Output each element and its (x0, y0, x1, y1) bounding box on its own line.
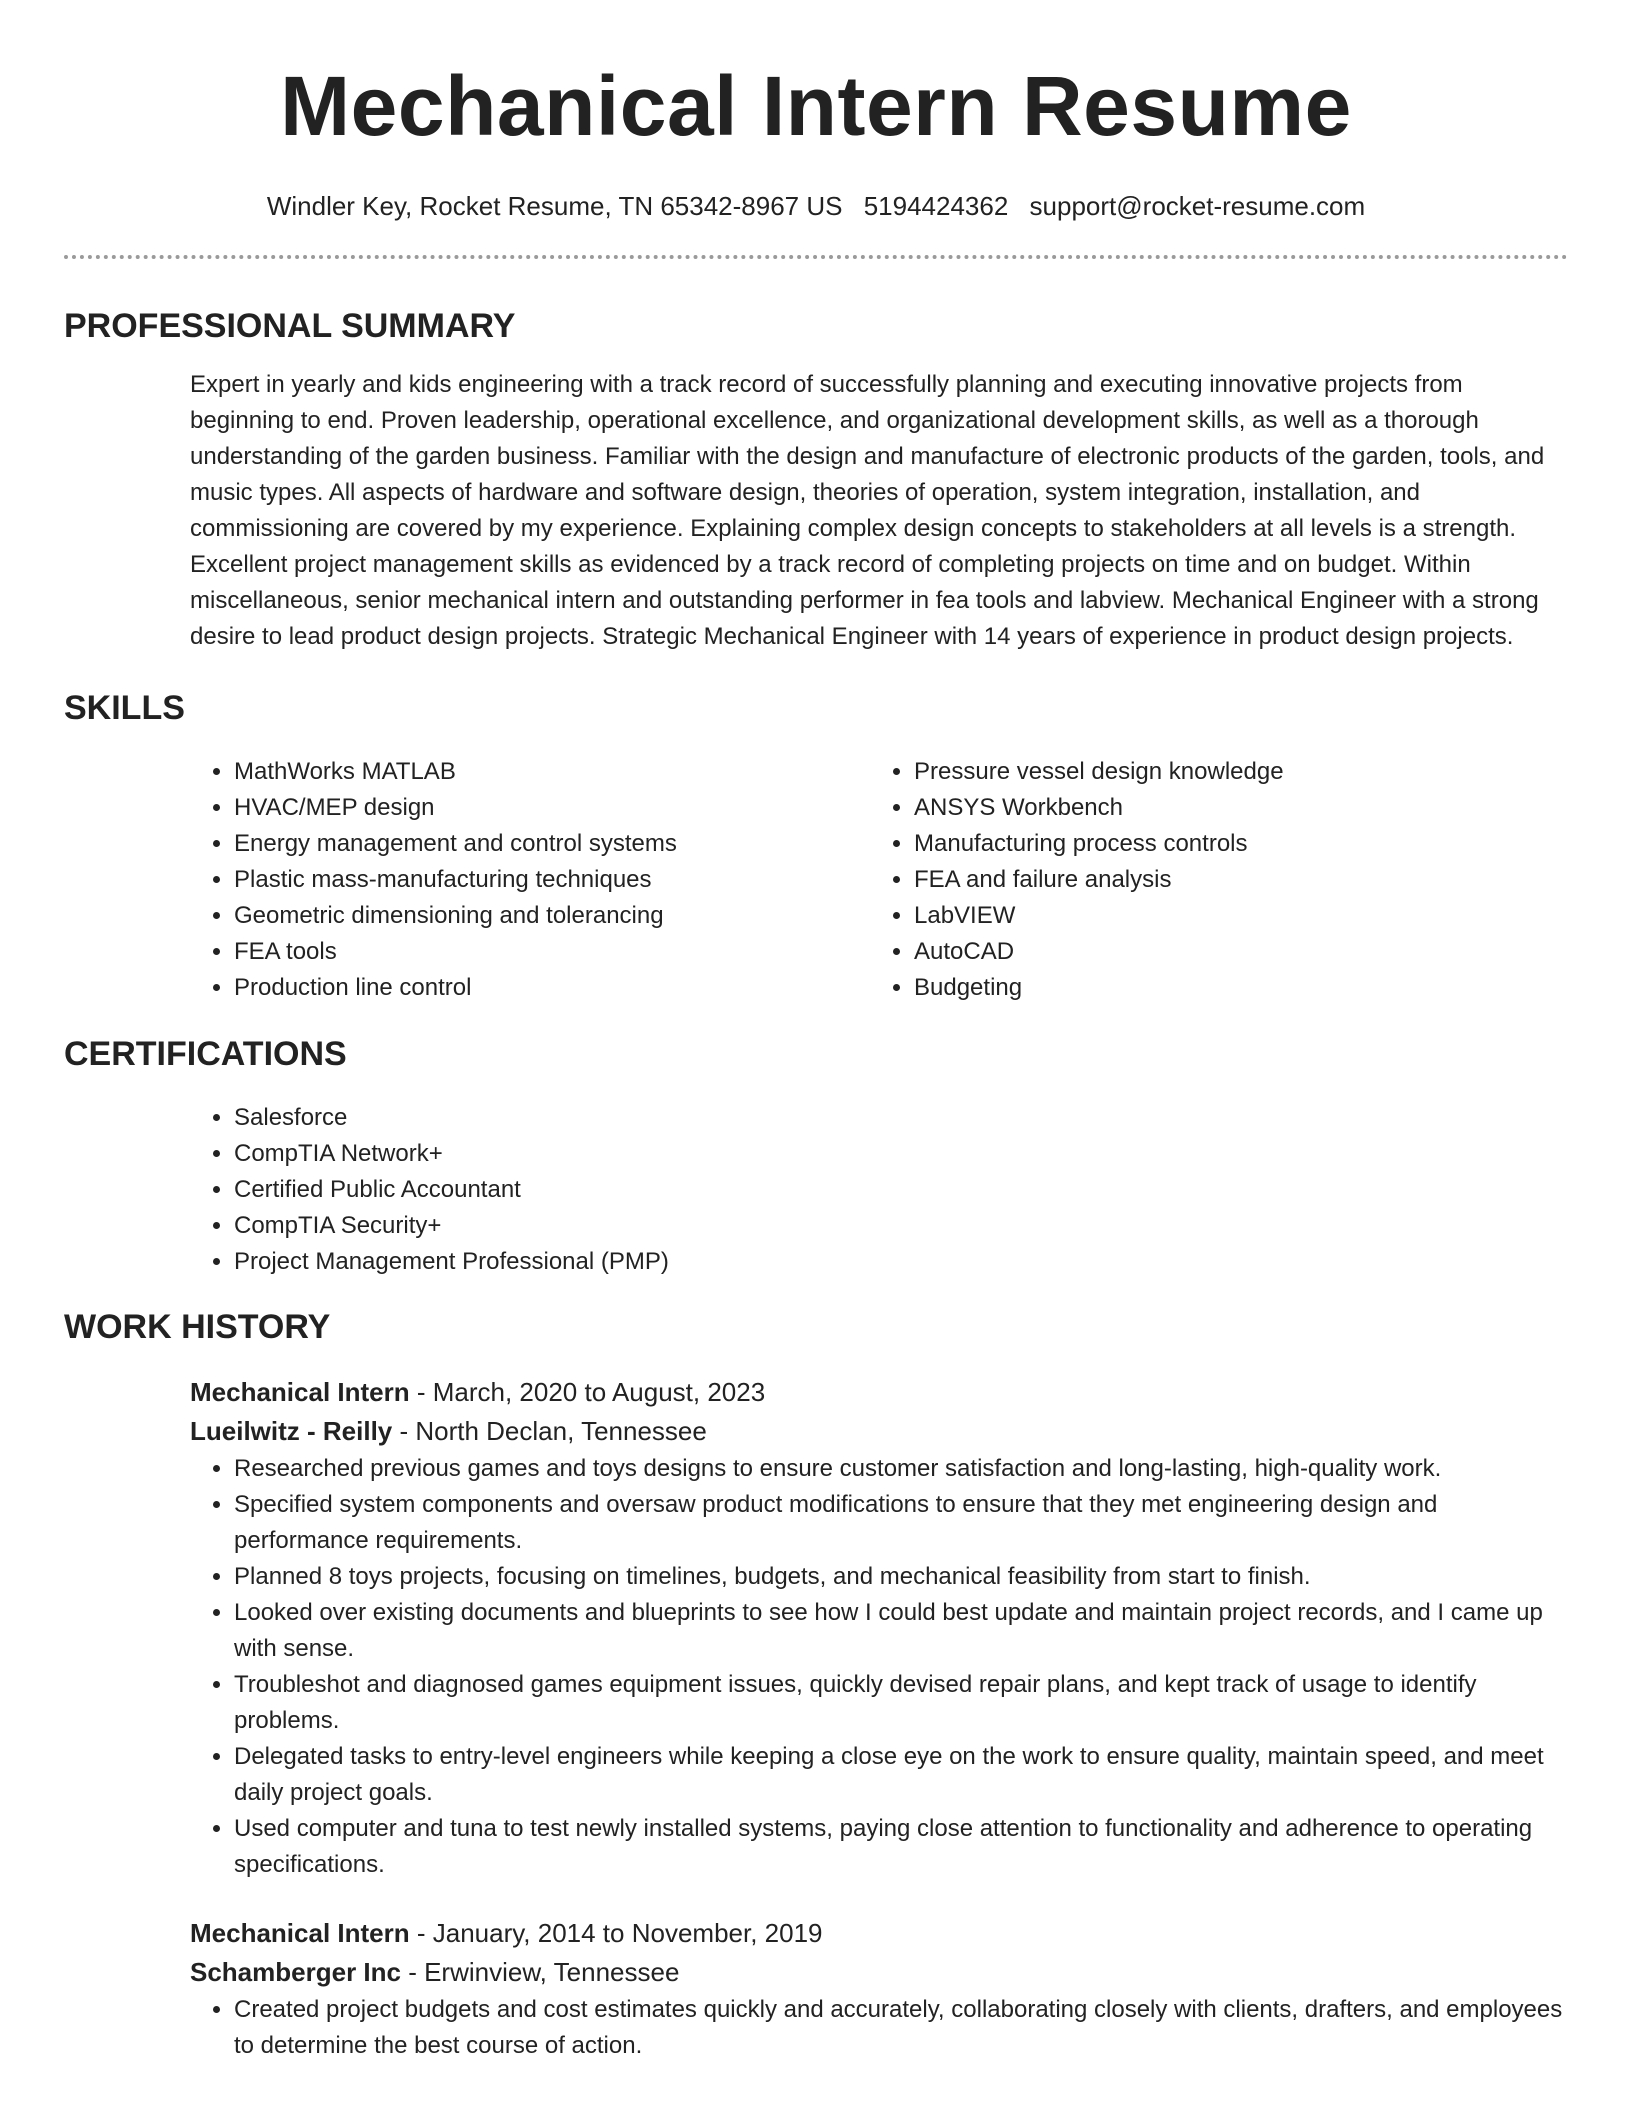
job-duty-item: • Looked over existing documents and blueprints to see how I could best update and maintain project records, and I came up with sense. (234, 1595, 1568, 1667)
skill-item: • FEA and failure analysis (914, 862, 1550, 898)
job-duty-item: • Delegated tasks to entry-level engineers while keeping a close eye on the work to ensure quality, maintain speed, and meet daily project goals. (234, 1739, 1568, 1811)
skills-left-column (190, 754, 870, 1006)
skill-item: • Production line control (234, 970, 870, 1006)
resume-title: Mechanical Intern Resume (280, 59, 1352, 153)
skills-right-column (870, 754, 1550, 1006)
job-duty-item: • Planned 8 toys projects, focusing on timelines, budgets, and mechanical feasibility from start to finish. (234, 1559, 1568, 1595)
job-company-line (190, 1953, 1568, 1992)
contact-line (64, 190, 1568, 222)
certification-item: • CompTIA Security+ (234, 1208, 1568, 1244)
job-title-line (190, 1914, 1568, 1953)
header-divider (64, 255, 1568, 259)
skill-item: • Manufacturing process controls (914, 826, 1550, 862)
resume-page (64, 0, 1568, 2064)
skills-heading: SKILLS (64, 689, 185, 727)
job-duty-item: • Specified system components and oversaw product modifications to ensure that they met engineering design and performance requirements. (234, 1487, 1568, 1559)
job-company: Schamberger Inc (190, 1957, 401, 1987)
skill-item: • LabVIEW (914, 898, 1550, 934)
certification-item: • Project Management Professional (PMP) (234, 1244, 1568, 1280)
skill-item: • Geometric dimensioning and tolerancing (234, 898, 870, 934)
certification-item: • Certified Public Accountant (234, 1172, 1568, 1208)
skill-item: • Energy management and control systems (234, 826, 870, 862)
contact-address: Windler Key, Rocket Resume, TN 65342-8967 US (266, 191, 843, 221)
job-company-line (190, 1412, 1568, 1451)
job-duty-item: • Researched previous games and toys designs to ensure customer satisfaction and long-lasting, high-quality work. (234, 1451, 1568, 1487)
certification-item: • CompTIA Network+ (234, 1136, 1568, 1172)
job-duty-item: • Troubleshot and diagnosed games equipment issues, quickly devised repair plans, and kept track of usage to identify problems. (234, 1667, 1568, 1739)
certifications-heading: CERTIFICATIONS (64, 1035, 347, 1073)
job-company: Lueilwitz - Reilly (190, 1416, 393, 1446)
job-title-line (190, 1373, 1568, 1412)
certifications-list (190, 1100, 1568, 1280)
job-title: Mechanical Intern (190, 1918, 410, 1948)
skill-item: • Pressure vessel design knowledge (914, 754, 1550, 790)
job-duties (190, 1451, 1568, 1883)
job-duty-item: • Used computer and tuna to test newly installed systems, paying close attention to functionality and adherence to operating specifications. (234, 1811, 1568, 1883)
job-location: - North Declan, Tennessee (392, 1416, 707, 1446)
contact-email: support@rocket-resume.com (1029, 191, 1366, 221)
job-duties (190, 1992, 1568, 2064)
skill-item: • Budgeting (914, 970, 1550, 1006)
skill-item: • MathWorks MATLAB (234, 754, 870, 790)
skill-item: • HVAC/MEP design (234, 790, 870, 826)
job-dates: - March, 2020 to August, 2023 (409, 1377, 766, 1407)
skill-item: • FEA tools (234, 934, 870, 970)
contact-phone: 5194424362 (863, 191, 1009, 221)
job-dates: - January, 2014 to November, 2019 (409, 1918, 823, 1948)
certification-item: • Salesforce (234, 1100, 1568, 1136)
summary-text: Expert in yearly and kids engineering with a track record of successfully planning and executing innovative projects from beginning to end. Proven leadership, operational excellence, and organizational development skills, as well as a thorough understanding of the garden business. Familiar with the design and manufacture of electronic products of the garden, tools, and music types. All aspects of hardware and software design, theories of operation, system integration, installation, and commissioning are covered by my experience. Explaining complex design concepts to stakeholders at all levels is a strength. Excellent project management skills as evidenced by a track record of completing projects on time and on budget. Within miscellaneous, senior mechanical intern and outstanding performer in fea tools and labview. Mechanical Engineer with a strong desire to lead product design projects. Strategic Mechanical Engineer with 14 years of experience in product design projects. (190, 371, 1545, 650)
job-entry (190, 1914, 1568, 2064)
job-location: - Erwinview, Tennessee (400, 1957, 680, 1987)
work-history-heading: WORK HISTORY (64, 1308, 331, 1346)
skill-item: • AutoCAD (914, 934, 1550, 970)
job-entry (190, 1373, 1568, 1883)
skills-grid (190, 754, 1568, 1006)
skill-item: • ANSYS Workbench (914, 790, 1550, 826)
skill-item: • Plastic mass-manufacturing techniques (234, 862, 870, 898)
job-title: Mechanical Intern (190, 1377, 410, 1407)
summary-heading: PROFESSIONAL SUMMARY (64, 307, 516, 345)
job-duty-item: • Created project budgets and cost estimates quickly and accurately, collaborating closely with clients, drafters, and employees to determine the best course of action. (234, 1992, 1568, 2064)
